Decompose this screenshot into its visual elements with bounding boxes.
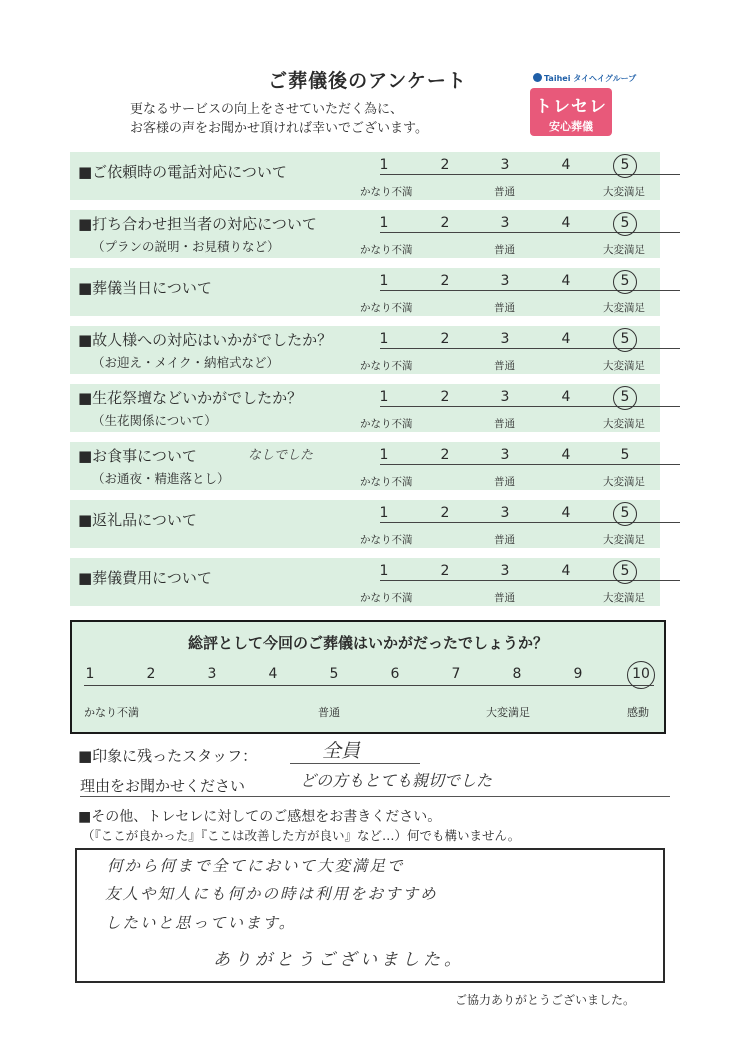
question-row <box>70 210 660 258</box>
question-sub: （生花関係について） <box>92 413 217 428</box>
rating-option-3[interactable]: 3 <box>500 215 510 231</box>
rating-option-1[interactable]: 1 <box>379 447 389 463</box>
rating-label-low: かなり不満 <box>360 186 413 198</box>
rating-option-2[interactable]: 2 <box>440 389 450 405</box>
reason-underline <box>80 796 670 797</box>
overall-rating-7[interactable]: 7 <box>451 666 461 682</box>
rating-option-2[interactable]: 2 <box>440 505 450 521</box>
rating-label-mid: 普通 <box>494 592 515 604</box>
overall-rating-8[interactable]: 8 <box>512 666 522 682</box>
rating-label-mid: 普通 <box>494 476 515 488</box>
rating-label-high: 大変満足 <box>603 302 645 314</box>
rating-label-high: 大変満足 <box>603 186 645 198</box>
rating-option-1[interactable]: 1 <box>379 157 389 173</box>
question-row <box>70 384 660 432</box>
comment-line: ありがとうございました。 <box>213 950 465 970</box>
staff-underline <box>290 763 420 764</box>
question-text: ■お食事について <box>78 447 197 465</box>
rating-option-5[interactable]: 5 <box>620 389 630 405</box>
rating-option-5[interactable]: 5 <box>620 447 630 463</box>
reason-answer[interactable]: どの方もとても親切でした <box>300 771 493 790</box>
selected-rating-circle <box>613 270 637 294</box>
footer-thanks: ご協力ありがとうございました。 <box>455 993 636 1007</box>
rating-label-mid: 普通 <box>494 534 515 546</box>
rating-scale-line <box>380 464 680 465</box>
overall-rating-1[interactable]: 1 <box>85 666 95 682</box>
rating-option-4[interactable]: 4 <box>561 215 571 231</box>
rating-option-5[interactable]: 5 <box>620 563 630 579</box>
rating-option-4[interactable]: 4 <box>561 447 571 463</box>
rating-scale-line <box>380 174 680 175</box>
rating-label-mid: 普通 <box>494 244 515 256</box>
rating-option-4[interactable]: 4 <box>561 389 571 405</box>
other-subheading: （『ここが良かった』『ここは改善した方が良い』など…）何でも構いません。 <box>82 828 521 843</box>
rating-option-5[interactable]: 5 <box>620 273 630 289</box>
overall-label-high: 大変満足 <box>486 706 530 719</box>
question-row <box>70 152 660 200</box>
rating-option-4[interactable]: 4 <box>561 505 571 521</box>
selected-rating-circle <box>613 328 637 352</box>
overall-label-mid: 普通 <box>318 706 340 719</box>
selected-rating-circle <box>613 154 637 178</box>
rating-label-high: 大変満足 <box>603 476 645 488</box>
staff-label: ■印象に残ったスタッフ： <box>78 747 258 765</box>
overall-rating-3[interactable]: 3 <box>207 666 217 682</box>
overall-label-top: 感動 <box>627 706 649 719</box>
rating-scale-line <box>380 290 680 291</box>
rating-option-5[interactable]: 5 <box>620 157 630 173</box>
rating-option-1[interactable]: 1 <box>379 389 389 405</box>
rating-option-2[interactable]: 2 <box>440 563 450 579</box>
rating-option-1[interactable]: 1 <box>379 563 389 579</box>
rating-option-5[interactable]: 5 <box>620 331 630 347</box>
rating-option-3[interactable]: 3 <box>500 331 510 347</box>
rating-option-1[interactable]: 1 <box>379 331 389 347</box>
comment-line: したいと思っています。 <box>105 914 297 932</box>
question-text: ■ご依頼時の電話対応について <box>78 163 287 181</box>
question-sub: （お迎え・メイク・納棺式など） <box>92 355 280 370</box>
handwritten-note: なしでした <box>248 448 314 463</box>
intro-line-2: お客様の声をお聞かせ頂ければ幸いでございます。 <box>130 121 428 136</box>
rating-scale-line <box>380 522 680 523</box>
question-sub: （プランの説明・お見積りなど） <box>92 239 280 254</box>
brand-logo <box>530 88 612 136</box>
overall-rating-10[interactable]: 10 <box>632 666 650 682</box>
rating-label-high: 大変満足 <box>603 360 645 372</box>
taihei-logo-icon <box>533 73 542 82</box>
rating-option-4[interactable]: 4 <box>561 563 571 579</box>
rating-label-mid: 普通 <box>494 360 515 372</box>
rating-label-low: かなり不満 <box>360 534 413 546</box>
rating-option-4[interactable]: 4 <box>561 273 571 289</box>
rating-option-3[interactable]: 3 <box>500 505 510 521</box>
rating-label-high: 大変満足 <box>603 244 645 256</box>
staff-answer[interactable]: 全員 <box>322 740 361 762</box>
page-title: ご葬儀後のアンケート <box>268 70 467 92</box>
intro-line-1: 更なるサービスの向上をさせていただく為に、 <box>130 102 404 117</box>
rating-option-2[interactable]: 2 <box>440 447 450 463</box>
question-sub: （お通夜・精進落とし） <box>92 471 230 486</box>
rating-option-3[interactable]: 3 <box>500 447 510 463</box>
brand-name: トレセレ <box>535 97 607 117</box>
overall-scale-line <box>84 685 654 686</box>
rating-option-3[interactable]: 3 <box>500 389 510 405</box>
question-text: ■故人様への対応はいかがでしたか？ <box>78 331 333 349</box>
rating-label-low: かなり不満 <box>360 592 413 604</box>
rating-option-4[interactable]: 4 <box>561 331 571 347</box>
question-text: ■葬儀費用について <box>78 569 212 587</box>
question-row <box>70 326 660 374</box>
question-text: ■葬儀当日について <box>78 279 212 297</box>
rating-scale-line <box>380 580 680 581</box>
rating-label-low: かなり不満 <box>360 418 413 430</box>
rating-label-high: 大変満足 <box>603 418 645 430</box>
rating-option-2[interactable]: 2 <box>440 215 450 231</box>
selected-rating-circle <box>613 560 637 584</box>
reason-label: 理由をお聞かせください <box>80 777 246 795</box>
overall-selected-circle <box>627 661 655 689</box>
comment-line: 友人や知人にも何かの時は利用をおすすめ <box>105 885 438 903</box>
rating-option-1[interactable]: 1 <box>379 215 389 231</box>
rating-option-3[interactable]: 3 <box>500 273 510 289</box>
rating-label-low: かなり不満 <box>360 244 413 256</box>
overall-rating-6[interactable]: 6 <box>390 666 400 682</box>
rating-label-mid: 普通 <box>494 186 515 198</box>
rating-option-5[interactable]: 5 <box>620 505 630 521</box>
rating-label-high: 大変満足 <box>603 534 645 546</box>
overall-title: 総評として今回のご葬儀はいかがだったでしょうか？ <box>187 634 548 652</box>
rating-label-mid: 普通 <box>494 418 515 430</box>
brand-sub: 安心葬儀 <box>549 120 593 133</box>
selected-rating-circle <box>613 502 637 526</box>
question-row <box>70 500 660 548</box>
rating-scale-line <box>380 348 680 349</box>
question-text: ■生花祭壇などいかがでしたか？ <box>78 389 303 407</box>
rating-scale-line <box>380 232 680 233</box>
question-text: ■返礼品について <box>78 511 197 529</box>
selected-rating-circle <box>613 386 637 410</box>
brand-group-text: Taihei タイヘイグループ <box>544 74 637 83</box>
rating-label-low: かなり不満 <box>360 360 413 372</box>
comment-line: 何から何まで全てにおいて大変満足で <box>107 857 405 875</box>
question-text: ■打ち合わせ担当者の対応について <box>78 215 317 233</box>
overall-rating-4[interactable]: 4 <box>268 666 278 682</box>
rating-option-4[interactable]: 4 <box>561 157 571 173</box>
rating-option-3[interactable]: 3 <box>500 157 510 173</box>
rating-option-2[interactable]: 2 <box>440 331 450 347</box>
rating-option-1[interactable]: 1 <box>379 505 389 521</box>
overall-label-low: かなり不満 <box>84 706 139 719</box>
rating-option-2[interactable]: 2 <box>440 273 450 289</box>
selected-rating-circle <box>613 212 637 236</box>
comment-box[interactable] <box>75 848 665 983</box>
rating-option-5[interactable]: 5 <box>620 215 630 231</box>
question-row <box>70 558 660 606</box>
rating-label-mid: 普通 <box>494 302 515 314</box>
question-row <box>70 268 660 316</box>
overall-rating-2[interactable]: 2 <box>146 666 156 682</box>
rating-option-1[interactable]: 1 <box>379 273 389 289</box>
overall-rating-5[interactable]: 5 <box>329 666 339 682</box>
question-row <box>70 442 660 490</box>
brand-group <box>533 73 636 84</box>
overall-rating-9[interactable]: 9 <box>573 666 583 682</box>
rating-option-3[interactable]: 3 <box>500 563 510 579</box>
rating-label-low: かなり不満 <box>360 302 413 314</box>
rating-label-high: 大変満足 <box>603 592 645 604</box>
rating-label-low: かなり不満 <box>360 476 413 488</box>
rating-scale-line <box>380 406 680 407</box>
other-heading: ■その他、トレセレに対してのご感想をお書きください。 <box>78 809 442 825</box>
overall-rating-box <box>70 620 666 734</box>
rating-option-2[interactable]: 2 <box>440 157 450 173</box>
